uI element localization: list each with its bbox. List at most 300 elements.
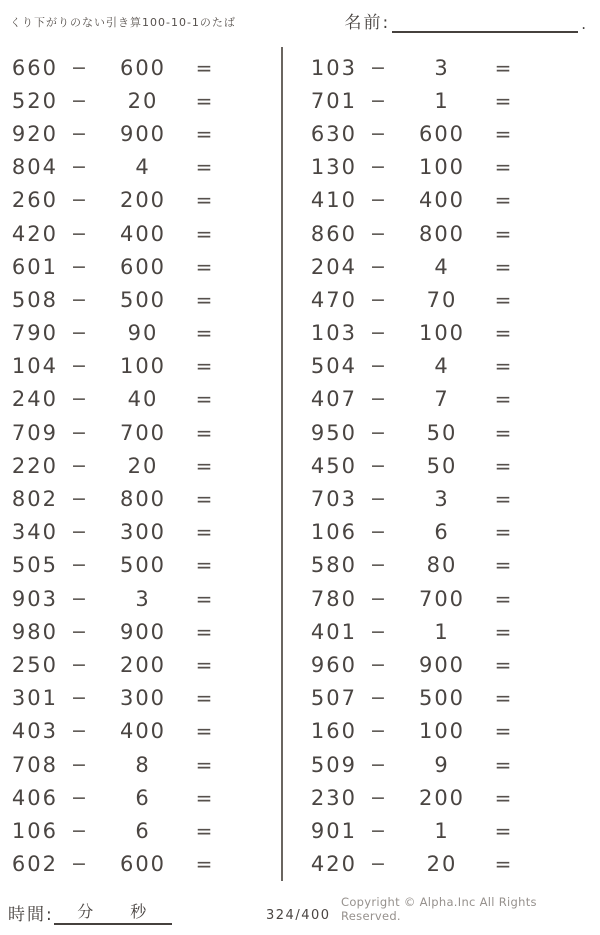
equals-sign: = xyxy=(195,652,215,677)
minuend: 920 xyxy=(11,121,58,146)
answer-space xyxy=(226,549,281,582)
worksheet-header xyxy=(10,8,588,33)
problem-row xyxy=(305,582,591,615)
equals-sign: = xyxy=(494,321,514,346)
problem-row xyxy=(305,715,591,748)
answer-space xyxy=(525,482,591,515)
minus-sign: − xyxy=(71,786,89,809)
equals-sign: = xyxy=(494,487,514,512)
subtrahend: 40 xyxy=(127,387,159,412)
answer-space xyxy=(226,814,281,847)
minus-sign: − xyxy=(71,255,89,278)
subtrahend: 6 xyxy=(434,520,450,545)
answer-space xyxy=(525,516,591,549)
answer-space xyxy=(226,250,281,283)
answer-space xyxy=(226,648,281,681)
minus-sign: − xyxy=(370,156,388,179)
minuend: 420 xyxy=(310,852,357,877)
answer-space xyxy=(226,383,281,416)
subtrahend: 3 xyxy=(434,487,450,512)
equals-sign: = xyxy=(195,221,215,246)
minuend: 250 xyxy=(11,652,58,677)
minus-sign: − xyxy=(370,819,388,842)
minus-sign: − xyxy=(370,355,388,378)
equals-sign: = xyxy=(494,619,514,644)
subtrahend: 100 xyxy=(418,155,466,180)
minus-sign: − xyxy=(71,189,89,212)
problem-row xyxy=(6,383,281,416)
minus-sign: − xyxy=(71,156,89,179)
equals-sign: = xyxy=(195,719,215,744)
minuend: 790 xyxy=(11,321,58,346)
problem-row xyxy=(305,482,591,515)
problem-row xyxy=(6,682,281,715)
subtrahend: 800 xyxy=(418,221,466,246)
problem-row xyxy=(6,516,281,549)
equals-sign: = xyxy=(195,852,215,877)
minus-sign: − xyxy=(370,853,388,876)
answer-space xyxy=(525,449,591,482)
subtrahend: 6 xyxy=(135,785,151,810)
equals-sign: = xyxy=(195,453,215,478)
answer-space xyxy=(525,682,591,715)
answer-space xyxy=(226,449,281,482)
problem-row xyxy=(6,748,281,781)
minus-sign: − xyxy=(71,687,89,710)
answer-space xyxy=(226,781,281,814)
equals-sign: = xyxy=(494,785,514,810)
problem-row xyxy=(6,217,281,250)
minus-sign: − xyxy=(71,288,89,311)
subtrahend: 4 xyxy=(135,155,151,180)
problem-row xyxy=(6,814,281,847)
answer-space xyxy=(525,151,591,184)
minuend: 901 xyxy=(310,818,357,843)
equals-sign: = xyxy=(195,752,215,777)
minuend: 602 xyxy=(11,852,58,877)
minuend: 504 xyxy=(310,354,357,379)
minus-sign: − xyxy=(370,587,388,610)
answer-space xyxy=(525,715,591,748)
answer-space xyxy=(226,217,281,250)
minuend: 204 xyxy=(310,254,357,279)
problems-column-right xyxy=(281,47,591,881)
worksheet-footer xyxy=(0,895,600,927)
answer-space xyxy=(226,416,281,449)
name-label: 名前: xyxy=(344,13,391,33)
minuend: 420 xyxy=(11,221,58,246)
minuend: 220 xyxy=(11,453,58,478)
subtrahend: 500 xyxy=(119,287,167,312)
equals-sign: = xyxy=(195,520,215,545)
subtrahend: 1 xyxy=(434,818,450,843)
subtrahend: 1 xyxy=(434,88,450,113)
problem-row xyxy=(305,682,591,715)
equals-sign: = xyxy=(195,619,215,644)
copyright-notice: Copyright © Alpha.Inc All Rights Reserved. xyxy=(341,895,537,923)
answer-space xyxy=(525,814,591,847)
minuend: 240 xyxy=(11,387,58,412)
problem-row xyxy=(305,350,591,383)
answer-space xyxy=(226,117,281,150)
subtrahend: 600 xyxy=(119,254,167,279)
problem-row xyxy=(305,516,591,549)
minuend: 406 xyxy=(11,785,58,810)
problem-row xyxy=(6,715,281,748)
minus-sign: − xyxy=(71,819,89,842)
subtrahend: 4 xyxy=(434,254,450,279)
minuend: 860 xyxy=(310,221,357,246)
minus-sign: − xyxy=(370,488,388,511)
minuend: 340 xyxy=(11,520,58,545)
answer-space xyxy=(525,781,591,814)
problem-row xyxy=(305,283,591,316)
problem-row xyxy=(305,217,591,250)
answer-space xyxy=(226,317,281,350)
subtrahend: 200 xyxy=(418,785,466,810)
problem-row xyxy=(305,615,591,648)
minuend: 401 xyxy=(310,619,357,644)
minuend: 780 xyxy=(310,586,357,611)
answer-space xyxy=(525,582,591,615)
subtrahend: 200 xyxy=(119,652,167,677)
problem-row xyxy=(305,250,591,283)
problem-row xyxy=(6,151,281,184)
answer-space xyxy=(226,482,281,515)
name-block xyxy=(344,8,588,33)
problem-row xyxy=(6,582,281,615)
minus-sign: − xyxy=(71,222,89,245)
minus-sign: − xyxy=(71,554,89,577)
equals-sign: = xyxy=(494,420,514,445)
minus-sign: − xyxy=(71,488,89,511)
equals-sign: = xyxy=(494,818,514,843)
minus-sign: − xyxy=(370,421,388,444)
equals-sign: = xyxy=(195,785,215,810)
minus-sign: − xyxy=(71,122,89,145)
minus-sign: − xyxy=(71,720,89,743)
equals-sign: = xyxy=(494,752,514,777)
problems-area xyxy=(0,47,591,881)
subtrahend: 9 xyxy=(434,752,450,777)
minuend: 701 xyxy=(310,88,357,113)
equals-sign: = xyxy=(195,553,215,578)
minus-sign: − xyxy=(370,255,388,278)
subtrahend: 900 xyxy=(119,121,167,146)
equals-sign: = xyxy=(195,387,215,412)
minuend: 505 xyxy=(11,553,58,578)
problem-row xyxy=(6,615,281,648)
minuend: 804 xyxy=(11,155,58,180)
problem-row xyxy=(305,549,591,582)
subtrahend: 600 xyxy=(119,852,167,877)
problem-row xyxy=(305,383,591,416)
problem-row xyxy=(305,117,591,150)
minuend: 507 xyxy=(310,686,357,711)
equals-sign: = xyxy=(195,354,215,379)
answer-space xyxy=(226,715,281,748)
problem-row xyxy=(6,648,281,681)
problem-row xyxy=(305,814,591,847)
minus-sign: − xyxy=(370,222,388,245)
answer-space xyxy=(226,84,281,117)
problem-row xyxy=(305,151,591,184)
subtrahend: 7 xyxy=(434,387,450,412)
problem-row xyxy=(6,51,281,84)
problem-row xyxy=(305,317,591,350)
minus-sign: − xyxy=(71,653,89,676)
answer-space xyxy=(525,383,591,416)
minuend: 230 xyxy=(310,785,357,810)
answer-space xyxy=(226,51,281,84)
equals-sign: = xyxy=(195,686,215,711)
subtrahend: 100 xyxy=(418,321,466,346)
subtrahend: 400 xyxy=(418,188,466,213)
answer-space xyxy=(525,317,591,350)
answer-space xyxy=(525,51,591,84)
time-blank-line xyxy=(54,899,172,925)
problem-row xyxy=(305,51,591,84)
subtrahend: 300 xyxy=(119,520,167,545)
minus-sign: − xyxy=(71,355,89,378)
minuend: 903 xyxy=(11,586,58,611)
equals-sign: = xyxy=(195,188,215,213)
equals-sign: = xyxy=(195,287,215,312)
problem-row xyxy=(6,449,281,482)
minuend: 580 xyxy=(310,553,357,578)
answer-space xyxy=(525,416,591,449)
minus-sign: − xyxy=(71,620,89,643)
minus-sign: − xyxy=(71,853,89,876)
minuend: 960 xyxy=(310,652,357,677)
equals-sign: = xyxy=(494,686,514,711)
subtrahend: 100 xyxy=(418,719,466,744)
equals-sign: = xyxy=(195,321,215,346)
minuend: 508 xyxy=(11,287,58,312)
equals-sign: = xyxy=(494,586,514,611)
problem-row xyxy=(305,648,591,681)
minuend: 160 xyxy=(310,719,357,744)
equals-sign: = xyxy=(195,818,215,843)
minuend: 601 xyxy=(11,254,58,279)
minuend: 630 xyxy=(310,121,357,146)
minuend: 104 xyxy=(11,354,58,379)
subtrahend: 600 xyxy=(418,121,466,146)
equals-sign: = xyxy=(494,155,514,180)
minuend: 450 xyxy=(310,453,357,478)
subtrahend: 300 xyxy=(119,686,167,711)
subtrahend: 50 xyxy=(426,453,458,478)
minus-sign: − xyxy=(370,322,388,345)
minuend: 660 xyxy=(11,55,58,80)
equals-sign: = xyxy=(494,354,514,379)
equals-sign: = xyxy=(494,55,514,80)
problem-row xyxy=(305,848,591,881)
subtrahend: 90 xyxy=(127,321,159,346)
subtrahend: 8 xyxy=(135,752,151,777)
minutes-label: 分 xyxy=(77,902,96,921)
equals-sign: = xyxy=(494,287,514,312)
minus-sign: − xyxy=(370,720,388,743)
minus-sign: − xyxy=(370,687,388,710)
problem-row xyxy=(305,84,591,117)
equals-sign: = xyxy=(494,520,514,545)
minus-sign: − xyxy=(370,554,388,577)
answer-space xyxy=(226,350,281,383)
subtrahend: 70 xyxy=(426,287,458,312)
problem-row xyxy=(6,416,281,449)
answer-space xyxy=(525,184,591,217)
answer-space xyxy=(226,516,281,549)
minuend: 103 xyxy=(310,321,357,346)
seconds-label: 秒 xyxy=(130,902,149,921)
answer-space xyxy=(525,217,591,250)
equals-sign: = xyxy=(494,254,514,279)
problem-row xyxy=(305,416,591,449)
answer-space xyxy=(525,848,591,881)
problem-row xyxy=(6,549,281,582)
answer-space xyxy=(226,848,281,881)
minuend: 520 xyxy=(11,88,58,113)
problem-row xyxy=(6,350,281,383)
equals-sign: = xyxy=(195,121,215,146)
problem-row xyxy=(6,283,281,316)
minus-sign: − xyxy=(370,56,388,79)
equals-sign: = xyxy=(494,387,514,412)
equals-sign: = xyxy=(494,553,514,578)
minus-sign: − xyxy=(370,620,388,643)
minuend: 950 xyxy=(310,420,357,445)
subtrahend: 50 xyxy=(426,420,458,445)
subtrahend: 900 xyxy=(119,619,167,644)
minuend: 106 xyxy=(310,520,357,545)
minus-sign: − xyxy=(370,288,388,311)
minus-sign: − xyxy=(370,454,388,477)
subtrahend: 600 xyxy=(119,55,167,80)
equals-sign: = xyxy=(494,188,514,213)
problems-column-left xyxy=(0,47,281,881)
problem-row xyxy=(6,184,281,217)
minus-sign: − xyxy=(370,122,388,145)
answer-space xyxy=(525,250,591,283)
equals-sign: = xyxy=(195,55,215,80)
subtrahend: 900 xyxy=(418,652,466,677)
minus-sign: − xyxy=(370,388,388,411)
subtrahend: 500 xyxy=(418,686,466,711)
minuend: 103 xyxy=(310,55,357,80)
subtrahend: 1 xyxy=(434,619,450,644)
subtrahend: 3 xyxy=(434,55,450,80)
answer-space xyxy=(226,151,281,184)
subtrahend: 20 xyxy=(127,453,159,478)
subtrahend: 6 xyxy=(135,818,151,843)
page-number: 324/400 xyxy=(266,908,331,923)
equals-sign: = xyxy=(494,652,514,677)
minus-sign: − xyxy=(71,56,89,79)
subtrahend: 20 xyxy=(426,852,458,877)
problem-row xyxy=(305,449,591,482)
equals-sign: = xyxy=(494,719,514,744)
minuend: 709 xyxy=(11,420,58,445)
answer-space xyxy=(226,283,281,316)
answer-space xyxy=(525,549,591,582)
answer-space xyxy=(525,117,591,150)
subtrahend: 3 xyxy=(135,586,151,611)
answer-space xyxy=(525,615,591,648)
equals-sign: = xyxy=(494,221,514,246)
name-line-period: . xyxy=(581,15,588,33)
subtrahend: 400 xyxy=(119,719,167,744)
subtrahend: 80 xyxy=(426,553,458,578)
subtrahend: 200 xyxy=(119,188,167,213)
minus-sign: − xyxy=(71,587,89,610)
answer-space xyxy=(525,283,591,316)
answer-space xyxy=(226,582,281,615)
answer-space xyxy=(525,84,591,117)
minuend: 410 xyxy=(310,188,357,213)
equals-sign: = xyxy=(195,487,215,512)
name-blank-line xyxy=(392,11,578,33)
subtrahend: 400 xyxy=(119,221,167,246)
minus-sign: − xyxy=(71,89,89,112)
minuend: 130 xyxy=(310,155,357,180)
equals-sign: = xyxy=(195,420,215,445)
minus-sign: − xyxy=(370,189,388,212)
equals-sign: = xyxy=(494,453,514,478)
minuend: 106 xyxy=(11,818,58,843)
minus-sign: − xyxy=(71,322,89,345)
subtrahend: 20 xyxy=(127,88,159,113)
minus-sign: − xyxy=(71,753,89,776)
minuend: 802 xyxy=(11,487,58,512)
equals-sign: = xyxy=(195,88,215,113)
minus-sign: − xyxy=(370,786,388,809)
minuend: 403 xyxy=(11,719,58,744)
problem-row xyxy=(305,748,591,781)
minuend: 301 xyxy=(11,686,58,711)
minuend: 509 xyxy=(310,752,357,777)
problem-row xyxy=(6,848,281,881)
minuend: 703 xyxy=(310,487,357,512)
minuend: 260 xyxy=(11,188,58,213)
answer-space xyxy=(525,648,591,681)
minus-sign: − xyxy=(71,521,89,544)
answer-space xyxy=(525,748,591,781)
minuend: 980 xyxy=(11,619,58,644)
time-label: 時間: xyxy=(8,905,54,925)
minus-sign: − xyxy=(370,653,388,676)
equals-sign: = xyxy=(494,852,514,877)
minus-sign: − xyxy=(370,521,388,544)
problem-row xyxy=(6,317,281,350)
problem-row xyxy=(6,117,281,150)
equals-sign: = xyxy=(195,586,215,611)
minus-sign: − xyxy=(370,753,388,776)
subtrahend: 700 xyxy=(418,586,466,611)
answer-space xyxy=(226,682,281,715)
problem-row xyxy=(6,781,281,814)
problem-row xyxy=(305,781,591,814)
worksheet-title: くり下がりのない引き算100-10-1のたば xyxy=(10,16,236,29)
subtrahend: 4 xyxy=(434,354,450,379)
minuend: 407 xyxy=(310,387,357,412)
equals-sign: = xyxy=(494,88,514,113)
subtrahend: 700 xyxy=(119,420,167,445)
subtrahend: 800 xyxy=(119,487,167,512)
minus-sign: − xyxy=(71,421,89,444)
minuend: 708 xyxy=(11,752,58,777)
problem-row xyxy=(305,184,591,217)
